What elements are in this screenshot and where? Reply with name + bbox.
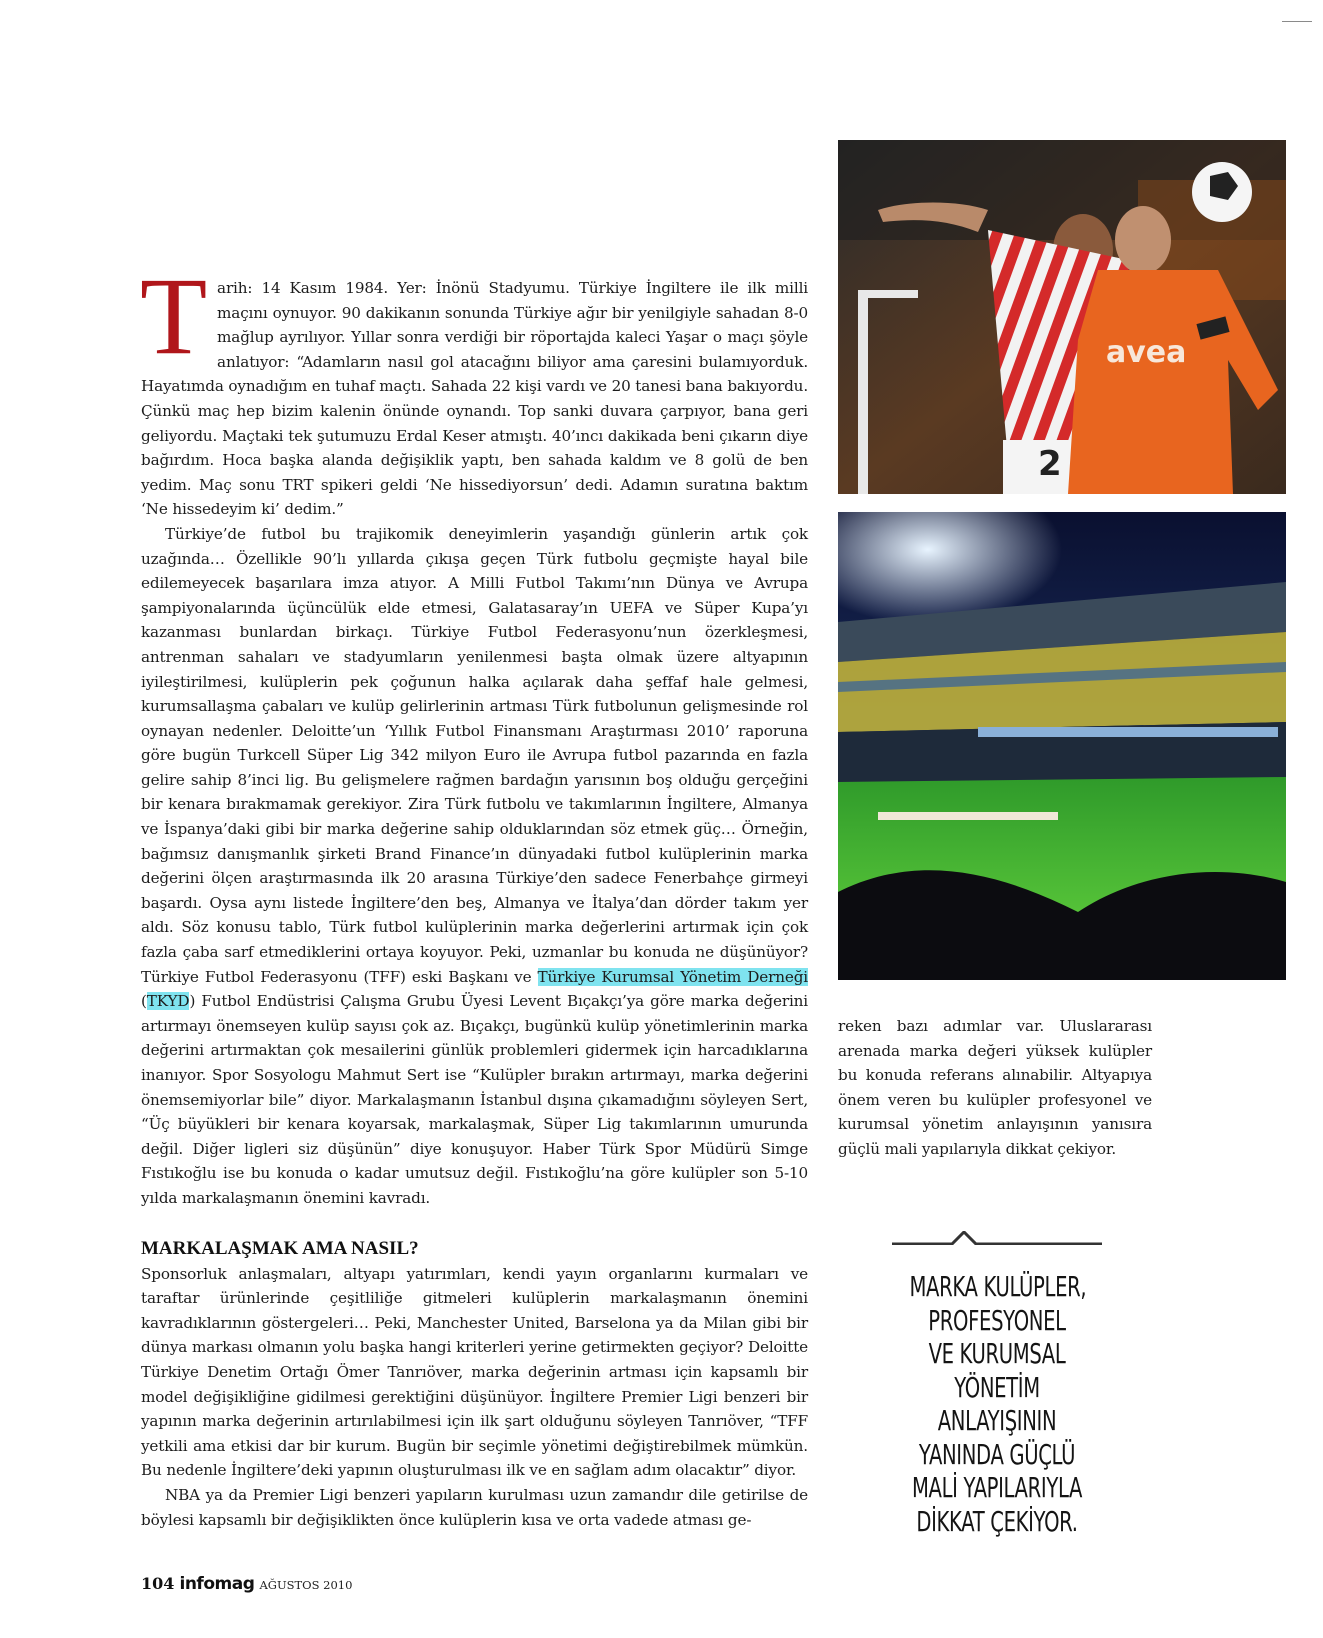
- pull-quote-line: DİKKAT ÇEKİYOR.: [916, 1504, 1078, 1538]
- section-subheading: MARKALAŞMAK AMA NASIL?: [141, 1237, 419, 1259]
- pull-quote-line: VE KURUMSAL: [928, 1337, 1066, 1370]
- article-paragraph-4: NBA ya da Premier Ligi benzeri yapıların kurulması uzun zamandır dile getirilse de böylesi kapsamlı bir değişiklikten önce kulüplerin kısa ve orta vadede atması ge-: [141, 1485, 808, 1529]
- pull-quote-rule: [892, 1231, 1102, 1245]
- issue-date: AĞUSTOS 2010: [259, 1578, 353, 1592]
- article-paragraph-3: Sponsorluk anlaşmaları, altyapı yatırımları, kendi yayın organlarını kurmaları ve taraftar ürünlerinde çeşitliliğe gitmeleri kulüplerin markalaşmanın önemini kavradıklarının göstergeleri… Peki, Manchester United, Barselona ya da Milan gibi bir dünya markası olmanın yolu başka hangi kriterleri yerine getirmekten geçiyor? Deloitte Türkiye Denetim Ortağı Ömer Tanrıöver, marka değerinin artması için kapsamlı bir model değişikliğine gidilmesi gerektiğini düşünüyor. İngiltere Premier Ligi benzeri bir yapının marka değerinin artırılabilmesi için ilk şart olduğunu söyleyen Tanrıöver, “TFF yetkili ama etkisi dar bir kurum. Bugün bir seçimle yönetimi değiştirebilmek mümkün. Bu nedenle İngiltere’deki yapının oluşturulması ilk ve en sağlam adım olacaktır” diyor.: [141, 1264, 808, 1480]
- article-main-column: [140, 255, 808, 1532]
- side-column: [838, 1014, 1152, 1162]
- highlighted-org-name[interactable]: Türkiye Kurumsal Yönetim Derneği: [537, 967, 808, 986]
- page-number: 104: [141, 1574, 175, 1593]
- pull-quote-line: YANINDA GÜÇLÜ: [918, 1437, 1076, 1471]
- photo-football-players: [838, 140, 1286, 494]
- page-footer: [141, 1574, 352, 1594]
- pull-quote-line: YÖNETİM: [954, 1370, 1040, 1404]
- pull-quote-line: MALİ YAPILARIYLA: [911, 1471, 1083, 1504]
- paragraph-2-continued: Futbol Endüstrisi Çalışma Grubu Üyesi Levent Bıçakçı’ya göre marka değerini artırmayı önemseyen kulüp sayısı çok az. Bıçakçı, bugünkü kulüp yönetimlerinin marka değerini artırmaktan çok mesailerini günlük problemleri gidermek için harcadıklarına inanıyor. Spor Sosyologu Mahmut Sert ise “Kulüpler bırakın artırmayı, marka değerini önemsemiyorlar bile” diyor. Markalaşmanın İstanbul dışına çıkamadığını söyleyen Sert, “Üç büyükleri bir kenara koyarsak, markalaşmak, Süper Lig takımlarının umurunda değil. Diğer ligleri siz düşünün” diye konuşuyor. Haber Türk Spor Müdürü Simge Fıstıkoğlu ise bu konuda o kadar umutsuz değil. Fıstıkoğlu’na göre kulüpler son 5-10 yılda markalaşmanın önemini kavradı.: [141, 992, 808, 1207]
- paragraph-1-text: arih: 14 Kasım 1984. Yer: İnönü Stadyumu. Türkiye İngiltere ile ilk milli maçını oynuyor. 90 dakikanın sonunda Türkiye ağır bir yenilgiyle sahadan 8-0 mağlup ayrılıyor. Yıllar sonra verdiği bir röportajda kaleci Yaşar o maçı şöyle anlatıyor: “Adamların nasıl gol atacağını biliyor ama çaresini bulamıyorduk. Hayatımda oynadığım en tuhaf maçtı. Sahada 22 kişi vardı ve 20 tanesi bana bakıyordu. Çünkü maç hep bizim kalenin önünde oynandı. Top sanki duvara çarpıyor, bana geri geliyordu. Maçtaki tek şutumuzu Erdal Keser atmıştı. 40’ıncı dakikada beni çıkarın diye bağırdım. Hoca başka alanda değişiklik yaptı, ben sahada kaldım ve 8 golü de ben yedim. Maç sonu TRT spikeri geldi ‘Ne hissediyorsun’ dedi. Adamın suratına baktım ‘Ne hissedeyim ki’ dedim.”: [141, 279, 808, 519]
- pull-quote: [910, 1270, 1085, 1538]
- shirt-sponsor-text: avea: [1106, 335, 1187, 370]
- corner-rule: [1282, 21, 1312, 22]
- article-paragraph-1: [140, 255, 808, 522]
- jersey-number: 2: [1038, 444, 1062, 484]
- stadium-illustration: [838, 512, 1286, 980]
- pull-quote-line: MARKA KULÜPLER,: [909, 1270, 1087, 1303]
- photo-stadium: [838, 512, 1286, 980]
- pull-quote-line: PROFESYONEL: [928, 1303, 1066, 1337]
- highlighted-org-abbr[interactable]: TKYD: [146, 992, 190, 1011]
- side-column-paragraph: reken bazı adımlar var. Uluslararası arenada marka değeri yüksek kulüpler bu konuda referans alınabilir. Altyapıya önem veren bu kulüpler profesyonel ve kurumsal yönetim anlayışının yanısıra güçlü mali yapılarıyla dikkat çekiyor.: [838, 1017, 1152, 1158]
- article-paragraph-2: Türkiye’de futbol bu trajikomik deneyimlerin yaşandığı günlerin artık çok uzağında… Özellikle 90’lı yıllarda çıkışa geçen Türk futbolu geçmişte hayal bile edilemeyecek başarılara imza atıyor. A Milli Futbol Takımı’nın Dünya ve Avrupa şampiyonalarında üçüncülük elde etmesi, Galatasaray’ın UEFA ve Süper Kupa’yı kazanması bunlardan birkaçı. Türkiye Futbol Federasyonu’nun özerkleşmesi, antrenman sahaları ve stadyumların yenilenmesi başta olmak üzere altyapının iyileştirilmesi, kulüplerin pek çoğunun halka açılarak daha şeffaf hale gelmesi, kurumsallaşma çabaları ve kulüp gelirlerinin artması Türk futbolunun gelişmesinde rol oynayan nedenler. Deloitte’un ‘Yıllık Futbol Finansmanı Araştırması 2010’ raporuna göre bugün Turkcell Süper Lig 342 milyon Euro ile Avrupa futbol pazarında en fazla gelire sahip 8’inci lig. Bu gelişmelere rağmen bardağın yarısının boş olduğu gerçeğini bir kenara bırakmamak gerekiyor. Zira Türk futbolu ve takımlarının İngiltere, Almanya ve İspanya’daki gibi bir marka değerine sahip olduklarından söz etmek güç… Örneğin, bağımsız danışmanlık şirketi Brand Finance’ın dünyadaki futbol kulüplerinin marka değerini ölçen araştırmasında ilk 20 arasına Türkiye’den sadece Fenerbahçe girmeyi başardı. Oysa aynı listede İngiltere’den beş, Almanya ve İtalya’dan dörder takım yer aldı. Söz konusu tablo, Türk futbol kulüplerinin marka değerlerini artırmak için çok fazla çaba sarf etmediklerini ortaya koyuyor. Peki, uzmanlar bu konuda ne düşünüyor? Türkiye Futbol Federasyonu (TFF) eski Başkanı ve Türkiye Kurumsal Yönetim Derneği (TKYD) Futbol Endüstrisi Çalışma Grubu Üyesi Levent Bıçakçı’ya göre marka değerini artırmayı önemseyen kulüp sayısı çok az. Bıçakçı, bugünkü kulüp yönetimlerinin marka değerini artırmaktan çok mesailerini günlük problemleri gidermek için harcadıklarına inanıyor. Spor Sosyologu Mahmut Sert ise “Kulüpler bırakın artırmayı, marka değerini önemsemiyorlar bile” diyor. Markalaşmanın İstanbul dışına çıkamadığını söyleyen Sert, “Üç büyükleri bir kenara koyarsak, markalaşmak, Süper Lig takımlarının umurunda değil. Diğer ligleri siz düşünün” diye konuşuyor. Haber Türk Spor Müdürü Simge Fıstıkoğlu ise bu konuda o kadar umutsuz değil. Fıstıkoğlu’na göre kulüpler son 5-10 yılda markalaşmanın önemini kavradı.: [141, 524, 808, 1207]
- football-action-illustration: [838, 140, 1286, 494]
- paragraph-2-text: Türkiye’de futbol bu trajikomik deneyimlerin yaşandığı günlerin artık çok uzağında… Özellikle 90’lı yıllarda çıkışa geçen Türk futbolu geçmişte hayal bile edilemeyecek başarılara imza atıyor. A Milli Futbol Takımı’nın Dünya ve Avrupa şampiyonalarında üçüncülük elde etmesi, Galatasaray’ın UEFA ve Süper Kupa’yı kazanması bunlardan birkaçı. Türkiye Futbol Federasyonu’nun özerkleşmesi, antrenman sahaları ve stadyumların yenilenmesi başta olmak üzere altyapının iyileştirilmesi, kulüplerin pek çoğunun halka açılarak daha şeffaf hale gelmesi, kurumsallaşma çabaları ve kulüp gelirlerinin artması Türk futbolunun gelişmesinde rol oynayan nedenler. Deloitte’un ‘Yıllık Futbol Finansmanı Araştırması 2010’ raporuna göre bugün Turkcell Süper Lig 342 milyon Euro ile Avrupa futbol pazarında en fazla gelire sahip 8’inci lig. Bu gelişmelere rağmen bardağın yarısının boş olduğu gerçeğini bir kenara bırakmamak gerekiyor. Zira Türk futbolu ve takımlarının İngiltere, Almanya ve İspanya’daki gibi bir marka değerine sahip olduklarından söz etmek güç… Örneğin, bağımsız danışmanlık şirketi Brand Finance’ın dünyadaki futbol kulüplerinin marka değerini ölçen araştırmasında ilk 20 arasına Türkiye’den sadece Fenerbahçe girmeyi başardı. Oysa aynı listede İngiltere’den beş, Almanya ve İtalya’dan dörder takım yer aldı. Söz konusu tablo, Türk futbol kulüplerinin marka değerlerini artırmak için çok fazla çaba sarf etmediklerini ortaya koyuyor. Peki, uzmanlar bu konuda ne düşünüyor? Türkiye Futbol Federasyonu (TFF) eski Başkanı ve: [141, 524, 808, 986]
- pull-quote-line: ANLAYIŞININ: [937, 1404, 1057, 1437]
- drop-cap: T: [140, 255, 208, 377]
- magazine-brand: infomag: [179, 1574, 255, 1594]
